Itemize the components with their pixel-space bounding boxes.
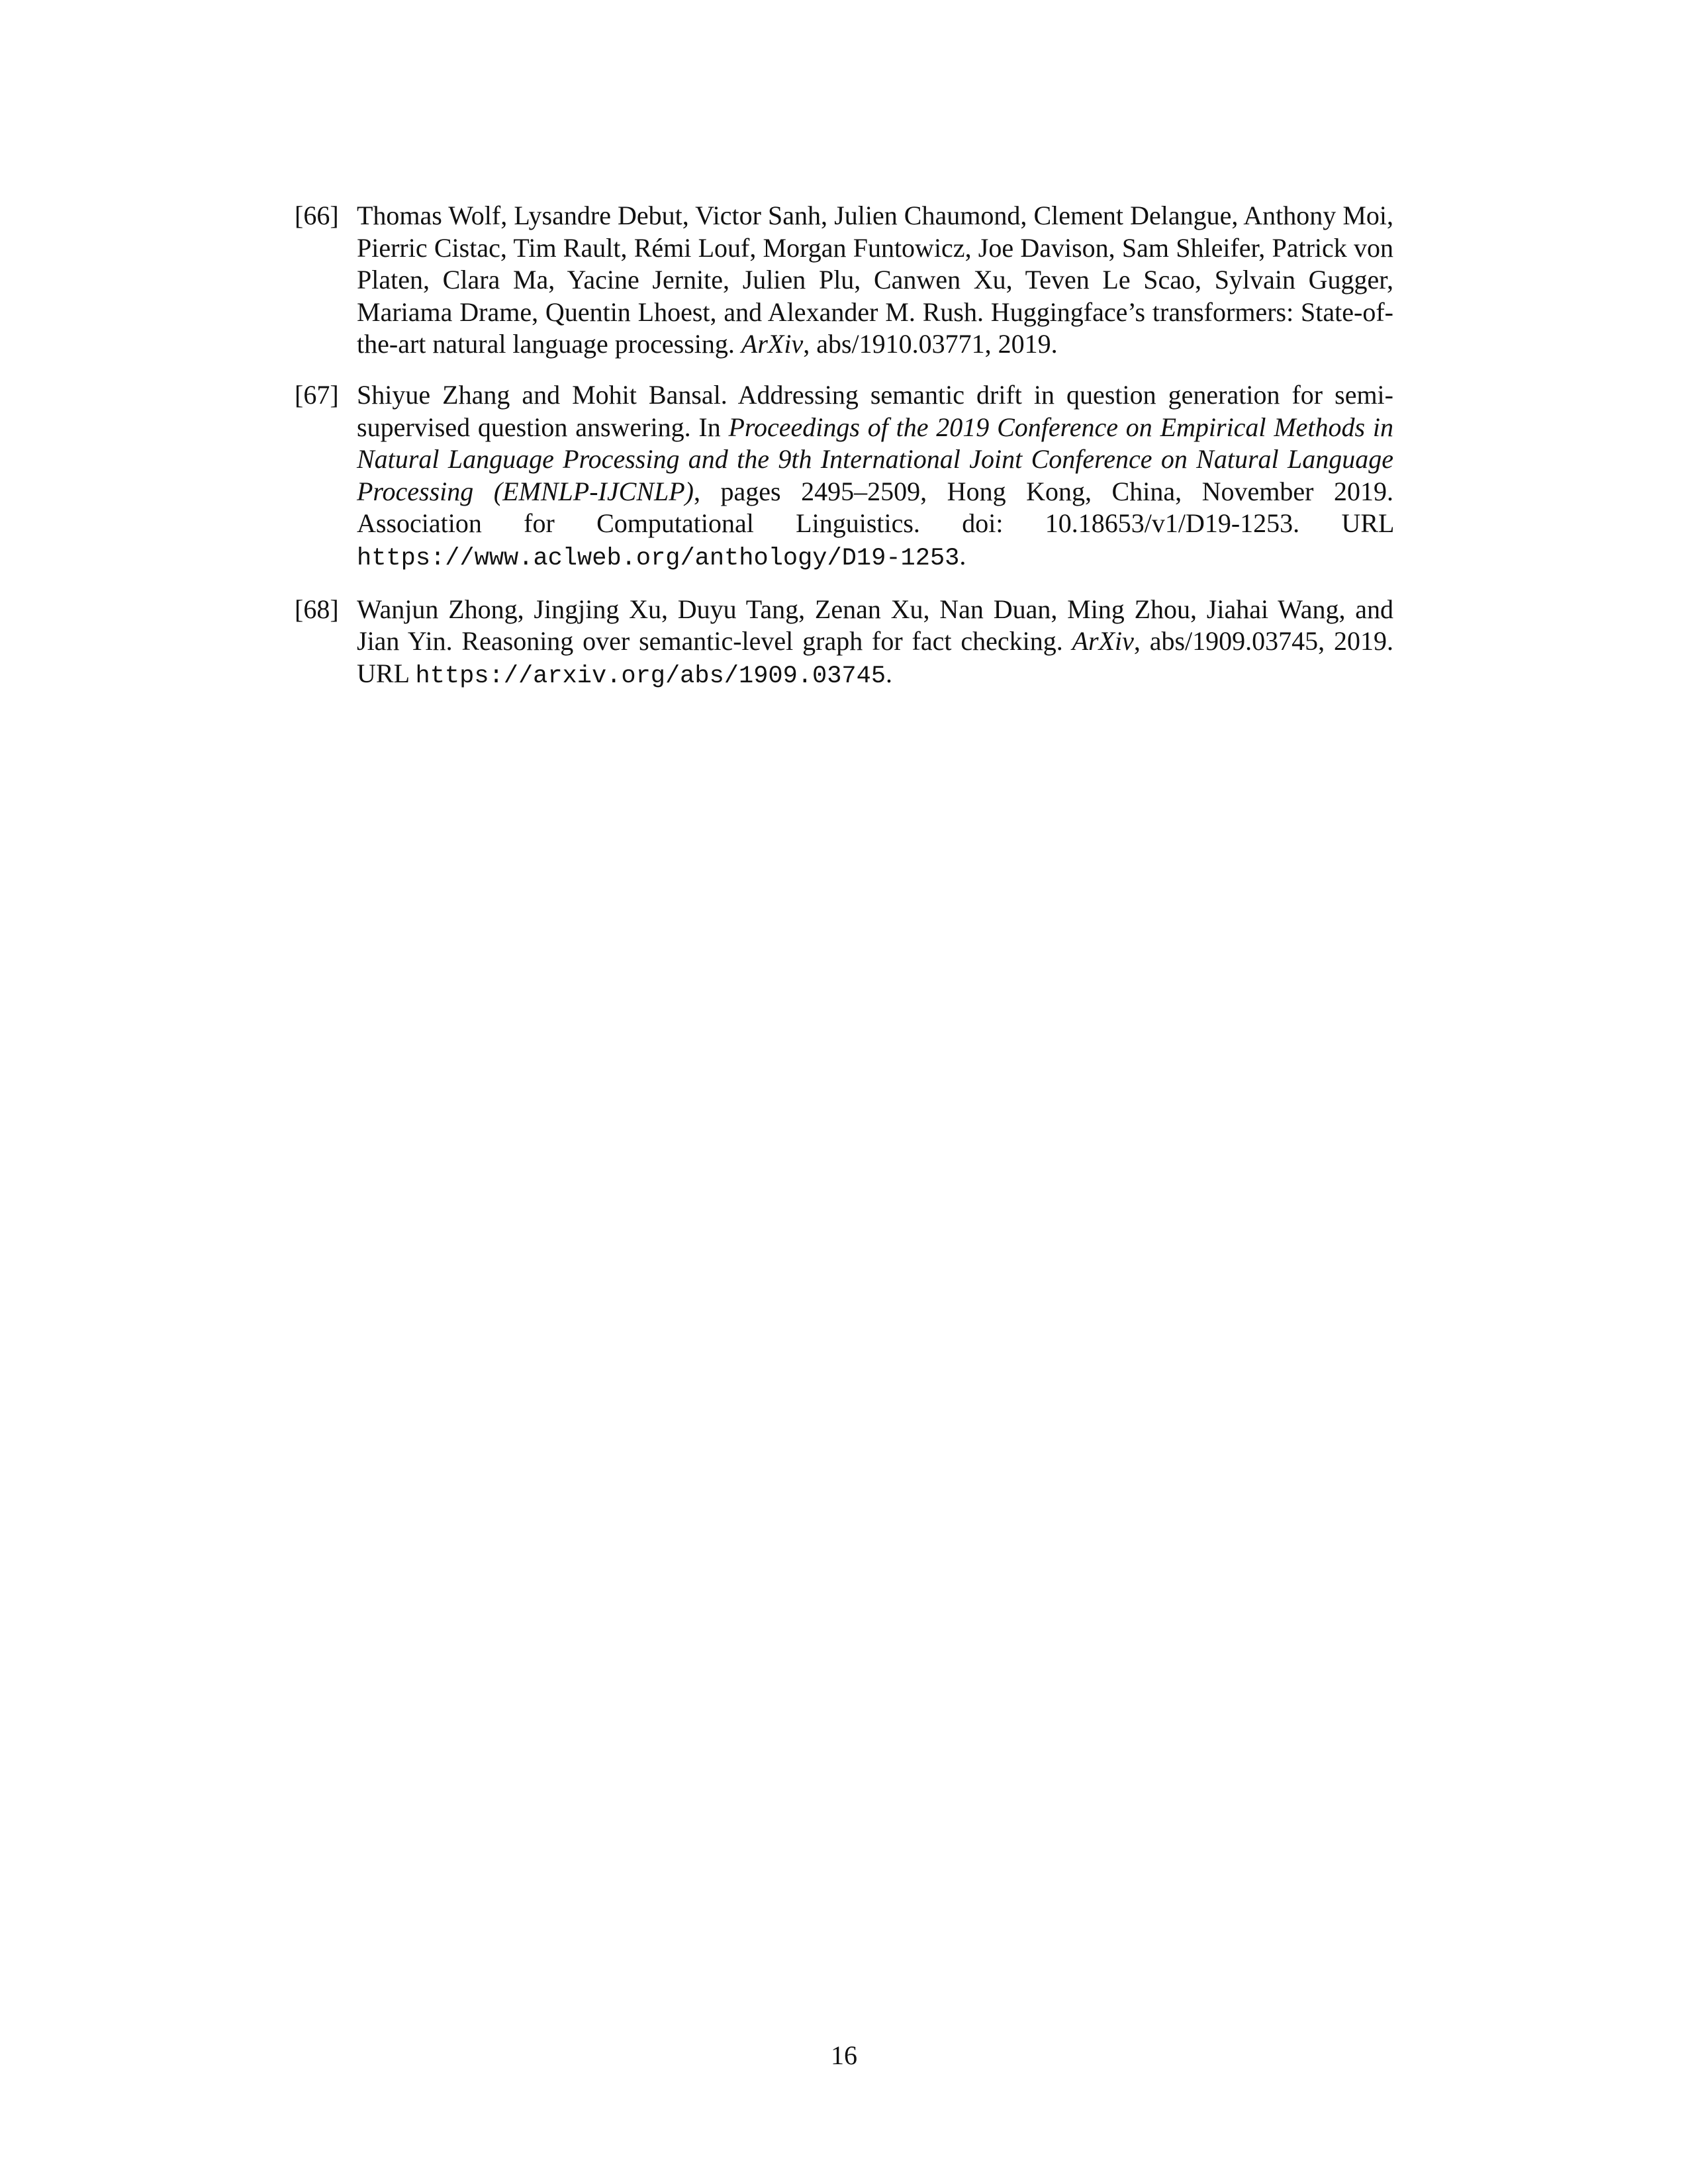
reference-details: , abs/1910.03771, 2019.	[803, 329, 1058, 359]
reference-text	[357, 200, 1393, 361]
reference-end: .	[886, 658, 893, 688]
reference-end: .	[959, 540, 966, 570]
reference-venue: ArXiv	[741, 329, 804, 359]
reference-number: [68]	[295, 594, 339, 624]
reference-list	[295, 200, 1393, 711]
page-number: 16	[831, 2040, 857, 2070]
reference-number: [66]	[295, 201, 339, 230]
reference-text	[357, 379, 1393, 575]
reference-details: , pages 2495–2509, Hong Kong, China, November 2019. Association for Computational Linguistics. doi: 10.18653/v1/D19-1253. URL	[357, 476, 1393, 539]
reference-66	[295, 200, 1393, 361]
reference-venue: Proceedings of the 2019 Conference on Empirical Methods in Natural Language Processing and the 9th International Joint Conference on Natural Language Processing (EMNLP-IJCNLP)	[357, 412, 1393, 506]
reference-67	[295, 379, 1393, 575]
reference-venue: ArXiv	[1072, 626, 1134, 657]
reference-68	[295, 594, 1393, 693]
reference-text	[357, 594, 1393, 693]
reference-authors: Thomas Wolf, Lysandre Debut, Victor Sanh, Julien Chaumond, Clement Delangue, Anthony Moi, Pierric Cistac, Tim Rault, Rémi Louf, Morgan Funtowicz, Joe Davison, Sam Shleifer, Patrick von Platen, Clara Ma, Yacine Jernite, Julien Plu, Canwen Xu, Teven Le Scao, Sylvain Gugger, Mariama Drame, Quentin Lhoest, and Alexander M. Rush. Huggingface’s transformers: State-of-the-art natural language processing.	[357, 201, 1393, 359]
reference-authors: Wanjun Zhong, Jingjing Xu, Duyu Tang, Zenan Xu, Nan Duan, Ming Zhou, Jiahai Wang, and Jian Yin. Reasoning over semantic-level graph for fact checking.	[357, 594, 1393, 657]
reference-details: , abs/1909.03745, 2019. URL	[357, 626, 1394, 688]
reference-authors: Shiyue Zhang and Mohit Bansal. Addressing semantic drift in question generation for semi-supervised question answering. In	[357, 379, 1393, 442]
reference-url-link[interactable]: https://arxiv.org/abs/1909.03745	[415, 662, 886, 690]
reference-number: [67]	[295, 379, 339, 410]
reference-url-link[interactable]: https://www.aclweb.org/anthology/D19-1253	[357, 544, 960, 572]
